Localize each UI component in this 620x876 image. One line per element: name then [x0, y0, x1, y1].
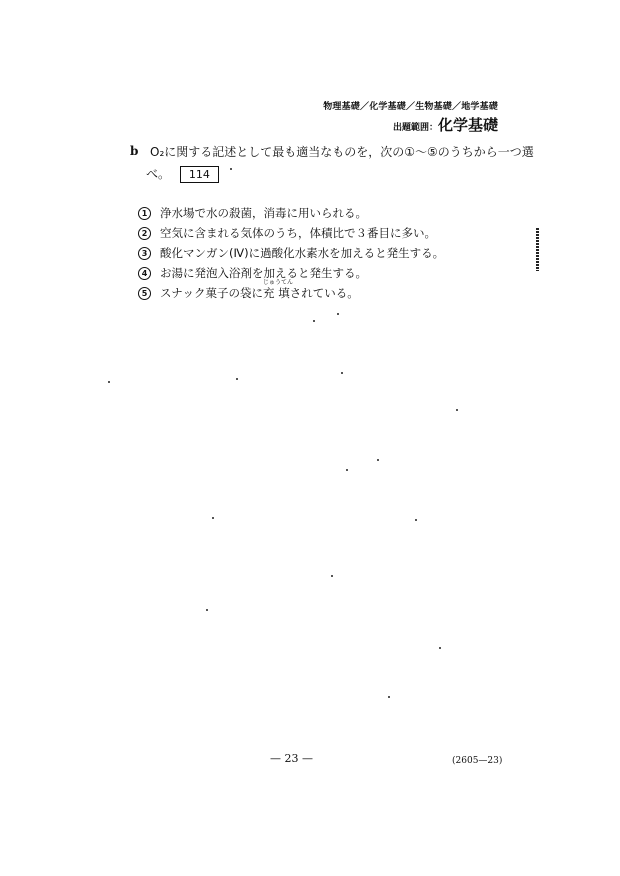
- choice-text-before: スナック菓子の袋に: [160, 286, 264, 300]
- page-number: — 23 —: [270, 752, 313, 765]
- choice-item: [138, 279, 444, 303]
- scan-speck: [456, 409, 458, 411]
- scan-speck: [206, 609, 208, 611]
- scan-speck: [331, 575, 333, 577]
- ruby-word: [263, 279, 294, 301]
- range-label: 出題範囲：: [392, 123, 438, 133]
- scan-speck: [212, 517, 214, 519]
- choice-number: 4: [138, 267, 151, 280]
- choice-list: [138, 203, 444, 303]
- choice-text-after: されている。: [289, 286, 359, 300]
- subjects-header: 物理基礎／化学基礎／生物基礎／地学基礎: [323, 102, 498, 112]
- question-label: b: [130, 144, 139, 158]
- choice-number: 1: [138, 207, 151, 220]
- scan-speck: [313, 320, 315, 322]
- ruby-base: 充 填: [263, 286, 290, 300]
- choice-number: 5: [138, 287, 151, 300]
- question-text-line1: O₂に関する記述として最も適当なものを，次の①～⑤のうちから一つ選: [150, 145, 534, 159]
- exam-range: [393, 114, 498, 135]
- question-text-line2: [146, 165, 219, 183]
- margin-binding-mark: [536, 228, 539, 271]
- scan-speck: [346, 469, 348, 471]
- exam-code: (2605—23): [452, 756, 503, 766]
- question-text-line2-text: べ。: [146, 167, 171, 181]
- scan-speck: [388, 696, 390, 698]
- choice-item: [138, 243, 444, 263]
- scan-speck: [377, 459, 379, 461]
- scan-speck: [337, 313, 339, 315]
- choice-text: 空気に含まれる気体のうち，体積比で３番目に多い。: [160, 226, 436, 240]
- choice-text: お湯に発泡入浴剤を加えると発生する。: [160, 266, 367, 280]
- scan-speck: [415, 519, 417, 521]
- ruby-reading: じゅうてん: [263, 279, 294, 286]
- scan-speck: [341, 372, 343, 374]
- answer-box: 114: [180, 166, 219, 183]
- scan-speck: [236, 378, 238, 380]
- choice-item: [138, 203, 444, 223]
- choice-text: 浄水場で水の殺菌，消毒に用いられる。: [160, 206, 367, 220]
- choice-number: 3: [138, 247, 151, 260]
- choice-item: [138, 223, 444, 243]
- range-value: 化学基礎: [437, 116, 498, 134]
- choice-number: 2: [138, 227, 151, 240]
- scan-speck: [439, 647, 441, 649]
- scan-speck: [230, 168, 232, 170]
- scan-speck: [108, 381, 110, 383]
- choice-text: 酸化マンガン(Ⅳ)に過酸化水素水を加えると発生する。: [160, 246, 445, 260]
